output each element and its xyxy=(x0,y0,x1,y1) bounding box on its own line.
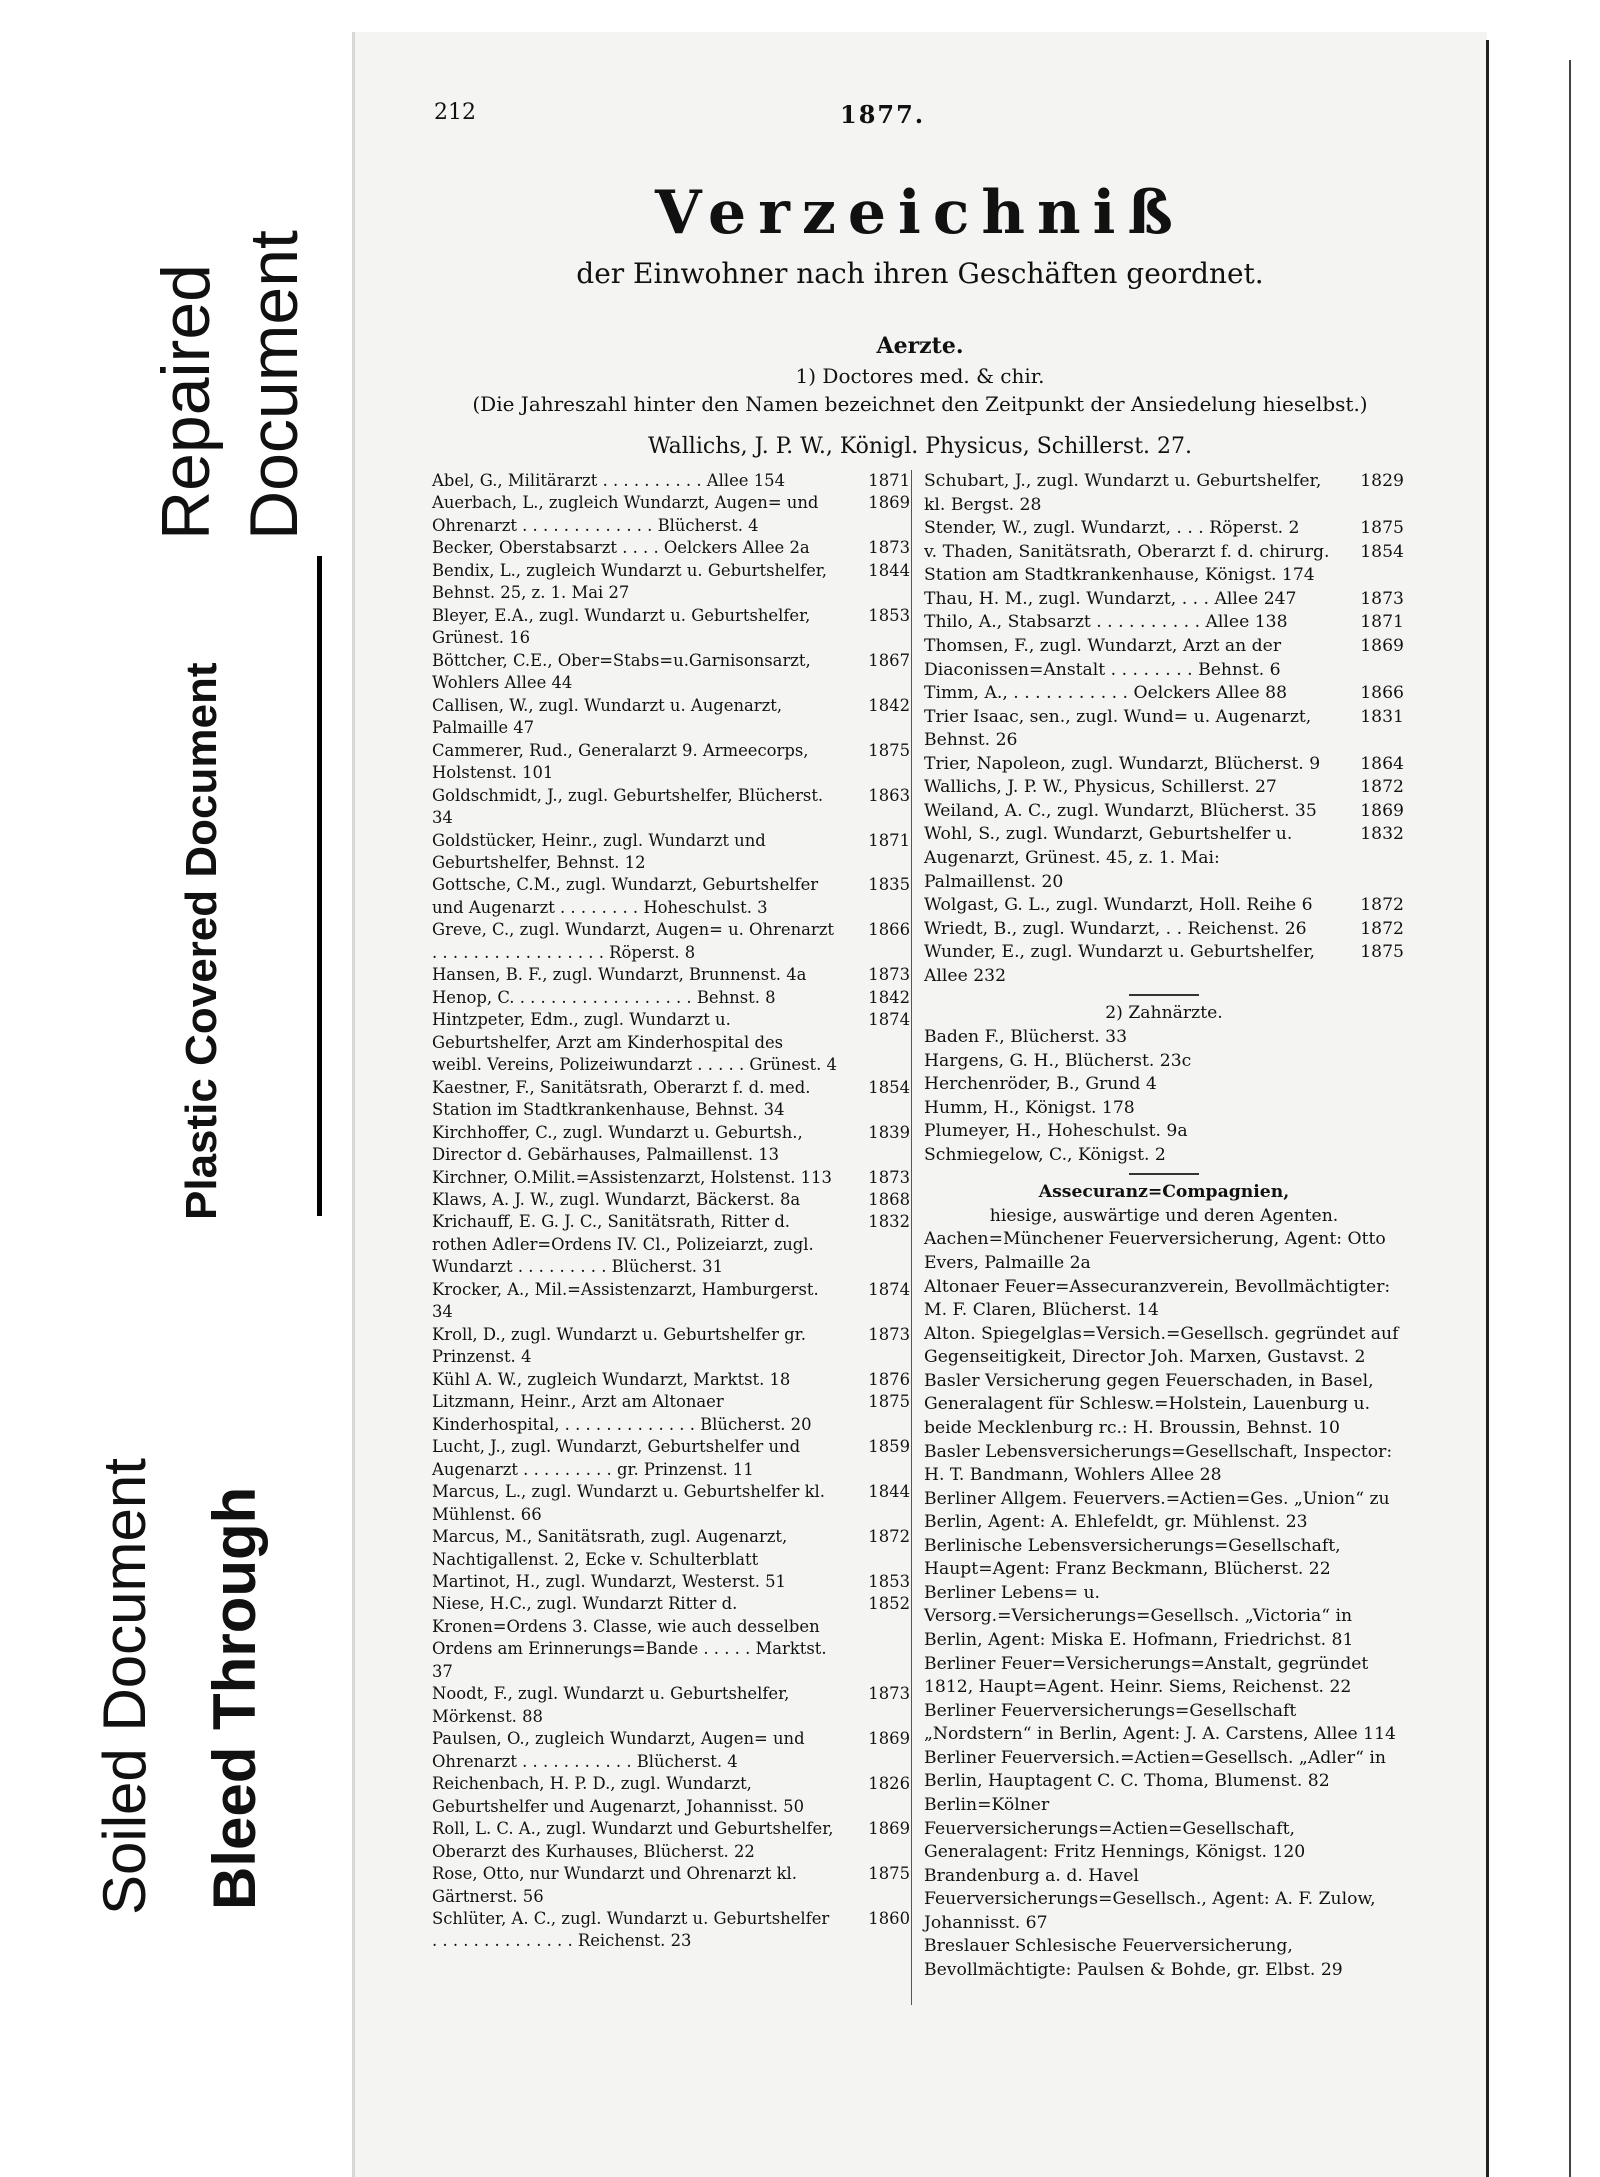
directory-entry xyxy=(432,650,910,695)
directory-entry xyxy=(924,776,1404,800)
label-bleed-through: Bleed Through xyxy=(201,1486,268,1910)
entry-text: Wallichs, J. P. W., Physicus, Schillerst. 27 xyxy=(924,777,1277,798)
entry-text: Wohl, S., zugl. Wundarzt, Geburtshelfer u. Augenarzt, Grünest. 45, z. 1. Mai: Palmaillenst. 20 xyxy=(924,824,1293,892)
entry-text: Bleyer, E.A., zugl. Wundarzt u. Geburtshelfer, Grünest. 16 xyxy=(432,605,811,648)
directory-entry xyxy=(432,1818,910,1863)
label-plastic-covered: Plastic Covered Document xyxy=(177,662,226,1220)
entry-year: 1866 xyxy=(1360,683,1404,704)
entry-text: Paulsen, O., zugleich Wundarzt, Augen= und Ohrenarzt . . . . . . . . . . . Blücherst. 4 xyxy=(432,1729,805,1771)
entry-text: Litzmann, Heinr., Arzt am Altonaer Kinderhospital, . . . . . . . . . . . . . Blücherst. 20 xyxy=(432,1392,812,1434)
entry-text: Wunder, E., zugl. Wundarzt u. Geburtshelfer, Allee 232 xyxy=(924,942,1315,986)
directory-entry: Herchenröder, B., Grund 4 xyxy=(924,1074,1157,1095)
subsection-heading: 1) Doctores med. & chir. xyxy=(795,364,1045,388)
directory-entry xyxy=(924,706,1404,753)
directory-entry xyxy=(432,1279,910,1324)
entry-text: Goldschmidt, J., zugl. Geburtshelfer, Blücherst. 34 xyxy=(432,785,824,828)
directory-entry: Basler Lebensversicherungs=Gesellschaft, Inspector: H. T. Bandmann, Wohlers Allee 28 xyxy=(924,1441,1393,1486)
section-note: (Die Jahreszahl hinter den Namen bezeichnet den Zeitpunkt der Ansiedelung hieselbst.) xyxy=(472,392,1368,416)
insurance-subheading: hiesige, auswärtige und deren Agenten. xyxy=(989,1205,1339,1226)
entry-year: 1832 xyxy=(868,1212,910,1232)
entry-text: Gottsche, C.M., zugl. Wundarzt, Geburtshelfer und Augenarzt . . . . . . . . Hoheschulst. 3 xyxy=(432,875,819,917)
directory-entry xyxy=(432,785,910,830)
directory-entry xyxy=(432,1728,910,1773)
entry-year: 1875 xyxy=(868,740,910,760)
entry-year: 1872 xyxy=(1360,895,1404,916)
entry-year: 1867 xyxy=(868,650,910,670)
directory-entry: Breslauer Schlesische Feuerversicherung, Bevollmächtigte: Paulsen & Bohde, gr. Elbst. 29 xyxy=(924,1936,1343,1980)
entry-year: 1869 xyxy=(868,493,910,513)
label-document: Document xyxy=(236,230,312,540)
entry-text: Böttcher, C.E., Ober=Stabs=u.Garnisonsarzt, Wohlers Allee 44 xyxy=(432,650,811,693)
entry-year: 1866 xyxy=(868,920,910,940)
directory-entry xyxy=(432,874,910,919)
entry-text: Kaestner, F., Sanitätsrath, Oberarzt f. d. med. Station im Stadtkrankenhause, Behnst. 34 xyxy=(432,1077,811,1120)
directory-entry xyxy=(432,1167,910,1189)
entry-text: Schlüter, A. C., zugl. Wundarzt u. Geburtshelfer . . . . . . . . . . . . . . Reichenst. 23 xyxy=(432,1909,830,1951)
directory-entry: Berliner Allgem. Feuervers.=Actien=Ges. „Union“ zu Berlin, Agent: A. Ehlefeldt, gr. Mühlenst. 23 xyxy=(924,1488,1390,1533)
entry-text: Henop, C. . . . . . . . . . . . . . . . . . Behnst. 8 xyxy=(432,987,776,1007)
entry-text: Kirchner, O.Milit.=Assistenzarzt, Holstenst. 113 xyxy=(432,1167,832,1187)
entry-text: Wolgast, G. L., zugl. Wundarzt, Holl. Reihe 6 xyxy=(924,895,1313,916)
directory-entry xyxy=(432,1571,910,1593)
page-subtitle: der Einwohner nach ihren Geschäften geordnet. xyxy=(576,257,1264,290)
entry-text: Hansen, B. F., zugl. Wundarzt, Brunnenst. 4a xyxy=(432,965,807,985)
directory-entry xyxy=(924,918,1404,942)
directory-entry xyxy=(924,682,1404,706)
entry-year: 1875 xyxy=(868,1392,910,1412)
directory-entry xyxy=(924,635,1404,682)
directory-entry xyxy=(432,1324,910,1369)
directory-entry xyxy=(432,987,910,1009)
entry-text: Goldstücker, Heinr., zugl. Wundarzt und Geburtshelfer, Behnst. 12 xyxy=(432,830,766,872)
directory-entry: Berliner Lebens= u. Versorg.=Versicherungs=Gesellsch. „Victoria“ in Berlin, Agent: Miska E. Hofmann, Friedrichst. 81 xyxy=(924,1582,1354,1650)
entry-year: 1864 xyxy=(1360,753,1404,774)
label-divider xyxy=(317,556,322,1216)
directory-entry: Plumeyer, H., Hoheschulst. 9a xyxy=(924,1121,1188,1142)
directory-entry xyxy=(924,894,1404,918)
directory-entry xyxy=(432,1436,910,1481)
entry-year: 1854 xyxy=(868,1077,910,1097)
directory-entry: Aachen=Münchener Feuerversicherung, Agent: Otto Evers, Palmaille 2a xyxy=(924,1229,1386,1273)
directory-entry xyxy=(924,753,1404,777)
entry-year: 1871 xyxy=(1360,612,1404,633)
entry-year: 1826 xyxy=(868,1774,910,1794)
entry-year: 1844 xyxy=(868,560,910,580)
directory-entry: Berliner Feuer=Versicherungs=Anstalt, gegründet 1812, Haupt=Agent. Heinr. Siems, Reichenst. 22 xyxy=(924,1653,1369,1698)
entry-year: 1835 xyxy=(868,875,910,895)
page-edge-line xyxy=(1486,40,1489,2177)
directory-entry xyxy=(432,470,910,492)
entry-year: 1873 xyxy=(868,1324,910,1344)
entry-year: 1873 xyxy=(868,538,910,558)
directory-entry xyxy=(432,740,910,785)
directory-entry xyxy=(432,1009,910,1076)
directory-entry xyxy=(432,1683,910,1728)
directory-entry xyxy=(432,1369,910,1391)
entry-year: 1863 xyxy=(868,785,910,805)
directory-entry xyxy=(432,830,910,875)
entry-text: Cammerer, Rud., Generalarzt 9. Armeecorps, Holstenst. 101 xyxy=(432,740,809,783)
directory-entry: Baden F., Blücherst. 33 xyxy=(924,1026,1128,1047)
entry-year: 1876 xyxy=(868,1369,910,1389)
dentists-heading: 2) Zahnärzte. xyxy=(1105,1003,1223,1024)
directory-entry: Berliner Feuerversich.=Actien=Gesellsch. „Adler“ in Berlin, Hauptagent C. C. Thoma, Blumenst. 82 xyxy=(924,1747,1386,1792)
entry-text: Trier Isaac, sen., zugl. Wund= u. Augenarzt, Behnst. 26 xyxy=(924,706,1312,751)
entry-text: Niese, H.C., zugl. Wundarzt Ritter d. Kronen=Ordens 3. Classe, wie auch desselben Ordens am Erinnerungs=Bande . . . . . Marktst. 37 xyxy=(432,1594,827,1681)
column-rule xyxy=(911,470,912,2005)
entry-text: Rose, Otto, nur Wundarzt und Ohrenarzt kl. Gärtnerst. 56 xyxy=(432,1864,797,1906)
entry-year: 1871 xyxy=(868,471,910,490)
page-number: 212 xyxy=(434,100,476,125)
entry-text: Noodt, F., zugl. Wundarzt u. Geburtshelfer, Mörkenst. 88 xyxy=(432,1684,790,1726)
entry-text: Krichauff, E. G. J. C., Sanitätsrath, Ritter d. rothen Adler=Ordens IV. Cl., Polizeiarzt, zugl. Wundarzt . . . . . . . . . Blücherst. 31 xyxy=(432,1212,814,1277)
entry-year: 1869 xyxy=(868,1729,910,1749)
entry-year: 1875 xyxy=(1360,518,1404,539)
entry-text: Callisen, W., zugl. Wundarzt u. Augenarzt, Palmaille 47 xyxy=(432,695,783,738)
entry-year: 1854 xyxy=(1360,541,1404,562)
entry-year: 1829 xyxy=(1360,471,1404,491)
directory-entry xyxy=(432,605,910,650)
directory-entry: Berlin=Kölner Feuerversicherungs=Actien=Gesellschaft, Generalagent: Fritz Hennings, Königst. 120 xyxy=(924,1794,1306,1863)
entry-text: Thau, H. M., zugl. Wundarzt, . . . Allee 247 xyxy=(924,588,1297,609)
directory-entry xyxy=(432,537,910,559)
entry-text: Marcus, M., Sanitätsrath, zugl. Augenarzt, Nachtigallenst. 2, Ecke v. Schulterblatt xyxy=(432,1527,788,1569)
insurance-heading: Assecuranz=Compagnien, xyxy=(1038,1182,1290,1203)
directory-entry: Humm, H., Königst. 178 xyxy=(924,1097,1135,1118)
directory-entry: Hargens, G. H., Blücherst. 23c xyxy=(924,1050,1192,1071)
directory-entry xyxy=(432,1593,910,1683)
entry-year: 1842 xyxy=(868,695,910,715)
directory-entry xyxy=(432,1481,910,1526)
directory-entry xyxy=(432,1863,910,1908)
directory-entry: Berlinische Lebensversicherungs=Gesellschaft, Haupt=Agent: Franz Beckmann, Blücherst. 22 xyxy=(924,1535,1341,1580)
directory-entry xyxy=(924,470,1404,517)
directory-entry xyxy=(924,800,1404,824)
entry-text: Martinot, H., zugl. Wundarzt, Westerst. 51 xyxy=(432,1571,786,1591)
entry-text: Roll, L. C. A., zugl. Wundarzt und Geburtshelfer, Oberarzt des Kurhauses, Blücherst. 22 xyxy=(432,1819,834,1861)
label-repaired: Repaired xyxy=(148,264,224,540)
directory-entry xyxy=(432,919,910,964)
directory-entry xyxy=(432,1391,910,1436)
entry-year: 1873 xyxy=(1360,588,1404,609)
directory-entry xyxy=(432,1211,910,1278)
directory-entry xyxy=(432,1189,910,1211)
directory-entry xyxy=(432,1077,910,1122)
entry-text: Auerbach, L., zugleich Wundarzt, Augen= und Ohrenarzt . . . . . . . . . . . . . Blücherst. 4 xyxy=(432,493,819,535)
entry-year: 1874 xyxy=(868,1279,910,1299)
section-divider xyxy=(1129,1173,1199,1175)
entry-year: 1869 xyxy=(1360,800,1404,821)
label-soiled: Soiled Document xyxy=(91,1458,158,1915)
entry-year: 1852 xyxy=(868,1594,910,1614)
entry-year: 1860 xyxy=(868,1909,910,1928)
entry-year: 1871 xyxy=(868,830,910,850)
entry-year: 1873 xyxy=(868,1167,910,1187)
entry-text: Thilo, A., Stabsarzt . . . . . . . . . . Allee 138 xyxy=(924,612,1288,633)
entry-text: Schubart, J., zugl. Wundarzt u. Geburtshelfer, kl. Bergst. 28 xyxy=(924,471,1322,515)
entry-year: 1842 xyxy=(868,987,910,1007)
entry-year: 1839 xyxy=(868,1122,910,1142)
entry-year: 1872 xyxy=(1360,777,1404,798)
entry-text: Weiland, A. C., zugl. Wundarzt, Blücherst. 35 xyxy=(924,800,1317,821)
entry-text: Hintzpeter, Edm., zugl. Wundarzt u. Geburtshelfer, Arzt am Kinderhospital des weibl. Vereins, Polizeiwundarzt . . . . . Grünest. 4 xyxy=(432,1010,837,1075)
entry-year: 1873 xyxy=(868,965,910,985)
directory-entry xyxy=(432,1773,910,1818)
entry-text: Bendix, L., zugleich Wundarzt u. Geburtshelfer, Behnst. 25, z. 1. Mai 27 xyxy=(432,560,828,603)
label-strip xyxy=(0,0,340,2177)
entry-year: 1875 xyxy=(868,1864,910,1884)
directory-entry xyxy=(432,1122,910,1167)
entry-year: 1859 xyxy=(868,1437,910,1457)
left-column xyxy=(432,470,910,1953)
entry-year: 1872 xyxy=(868,1527,910,1547)
entry-year: 1869 xyxy=(1360,635,1404,656)
entry-text: Lucht, J., zugl. Wundarzt, Geburtshelfer und Augenarzt . . . . . . . . . gr. Prinzenst. 11 xyxy=(432,1437,801,1479)
directory-entry xyxy=(432,1908,910,1953)
entry-text: Reichenbach, H. P. D., zugl. Wundarzt, Geburtshelfer und Augenarzt, Johannisst. 50 xyxy=(432,1774,804,1816)
directory-entry xyxy=(432,964,910,986)
directory-entry xyxy=(432,1526,910,1571)
entry-year: 1832 xyxy=(1360,824,1404,845)
directory-entry xyxy=(924,823,1404,894)
directory-entry: Berliner Feuerversicherungs=Gesellschaft „Nordstern“ in Berlin, Agent: J. A. Carstens, Allee 114 xyxy=(924,1700,1396,1745)
entry-text: Klaws, A. J. W., zugl. Wundarzt, Bäckerst. 8a xyxy=(432,1190,801,1209)
right-column xyxy=(924,470,1404,1982)
entry-text: Kroll, D., zugl. Wundarzt u. Geburtshelfer gr. Prinzenst. 4 xyxy=(432,1324,806,1367)
directory-entry xyxy=(432,560,910,605)
entry-text: Stender, W., zugl. Wundarzt, . . . Röperst. 2 xyxy=(924,518,1300,539)
directory-entry: Altonaer Feuer=Assecuranzverein, Bevollmächtigter: M. F. Claren, Blücherst. 14 xyxy=(924,1276,1391,1321)
entry-year: 1844 xyxy=(868,1482,910,1502)
directory-entry xyxy=(924,941,1404,988)
directory-entry xyxy=(924,588,1404,612)
entry-text: Abel, G., Militärarzt . . . . . . . . . . Allee 154 xyxy=(432,471,785,490)
section-divider xyxy=(1129,994,1199,996)
entry-year: 1875 xyxy=(1360,942,1404,963)
directory-entry: Basler Versicherung gegen Feuerschaden, in Basel, Generalagent für Schlesw.=Holstein, Lauenburg u. beide Mecklenburg rc.: H. Broussin, Behnst. 10 xyxy=(924,1370,1374,1438)
section-heading: Aerzte. xyxy=(876,333,964,359)
directory-entry xyxy=(924,611,1404,635)
directory-entry xyxy=(432,492,910,537)
entry-text: Greve, C., zugl. Wundarzt, Augen= u. Ohrenarzt . . . . . . . . . . . . . . . . . Röperst. 8 xyxy=(432,920,834,962)
directory-entry xyxy=(924,517,1404,541)
entry-text: Krocker, A., Mil.=Assistenzarzt, Hamburgerst. 34 xyxy=(432,1279,819,1322)
entry-text: Timm, A., . . . . . . . . . . . Oelckers Allee 88 xyxy=(924,683,1288,704)
adjacent-page-edge xyxy=(1487,0,1600,2177)
directory-entry xyxy=(432,695,910,740)
entry-text: Trier, Napoleon, zugl. Wundarzt, Blücherst. 9 xyxy=(924,753,1321,774)
entry-text: Kirchhoffer, C., zugl. Wundarzt u. Geburtsh., Director d. Gebärhauses, Palmaillenst. 13 xyxy=(432,1122,803,1165)
directory-entry: Schmiegelow, C., Königst. 2 xyxy=(924,1144,1166,1165)
entry-year: 1868 xyxy=(868,1190,910,1209)
entry-year: 1872 xyxy=(1360,918,1404,939)
entry-text: Marcus, L., zugl. Wundarzt u. Geburtshelfer kl. Mühlenst. 66 xyxy=(432,1482,825,1524)
page-year: 1877. xyxy=(840,100,926,129)
entry-year: 1869 xyxy=(868,1819,910,1839)
directory-entry: Brandenburg a. d. Havel Feuerversicherungs=Gesellsch., Agent: A. F. Zulow, Johannisst. 67 xyxy=(924,1865,1376,1933)
directory-entry xyxy=(924,541,1404,588)
entry-year: 1853 xyxy=(868,605,910,625)
directory-entry: Alton. Spiegelglas=Versich.=Gesellsch. gegründet auf Gegenseitigkeit, Director Joh. Marxen, Gustavst. 2 xyxy=(924,1323,1399,1368)
lead-entry: Wallichs, J. P. W., Königl. Physicus, Schillerst. 27. xyxy=(647,434,1193,459)
entry-year: 1831 xyxy=(1360,706,1404,727)
page-title: Verzeichniß xyxy=(654,178,1186,248)
entry-text: Thomsen, F., zugl. Wundarzt, Arzt an der Diaconissen=Anstalt . . . . . . . . Behnst. 6 xyxy=(924,635,1282,680)
entry-year: 1873 xyxy=(868,1684,910,1704)
entry-text: Wriedt, B., zugl. Wundarzt, . . Reichenst. 26 xyxy=(924,918,1307,939)
entry-year: 1853 xyxy=(868,1571,910,1591)
entry-text: v. Thaden, Sanitätsrath, Oberarzt f. d. chirurg. Station am Stadtkrankenhause, Königst. 174 xyxy=(924,541,1330,586)
entry-year: 1874 xyxy=(868,1010,910,1030)
entry-text: Kühl A. W., zugleich Wundarzt, Marktst. 18 xyxy=(432,1369,791,1389)
entry-text: Becker, Oberstabsarzt . . . . Oelckers Allee 2a xyxy=(432,538,810,558)
